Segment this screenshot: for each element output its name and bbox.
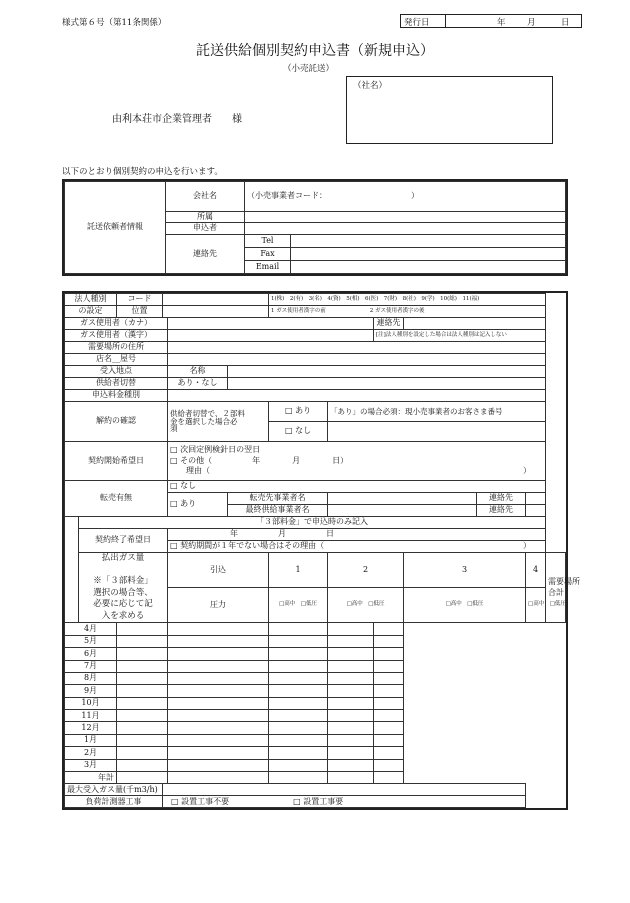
volume-row — [65, 710, 566, 722]
affiliation-field[interactable] — [245, 212, 566, 223]
volume-cell-col-4[interactable] — [328, 722, 374, 734]
volume-cell-col-1[interactable] — [117, 697, 168, 709]
user-kanji-label: ガス使用者（漢字） — [65, 330, 168, 342]
volume-cell-total[interactable] — [374, 697, 404, 709]
store-field[interactable] — [168, 354, 546, 366]
volume-row — [65, 685, 566, 697]
volume-cell-total[interactable] — [374, 722, 404, 734]
volume-row — [65, 734, 566, 746]
store-label: 店名__屋号 — [65, 354, 168, 366]
issue-month-label: 月 — [527, 18, 536, 28]
start-reason — [170, 467, 543, 475]
final-supplier-label: 最終供給事業者名 — [228, 505, 328, 517]
volume-cell-col-3[interactable] — [269, 722, 328, 734]
volume-cell-col-3[interactable] — [269, 635, 328, 647]
volume-cell-col-1[interactable] — [117, 759, 168, 771]
volume-cell-col-3[interactable] — [269, 710, 328, 722]
volume-cell-col-1[interactable] — [117, 734, 168, 746]
email-field[interactable] — [291, 261, 566, 274]
receiving-name-label: 名称 — [168, 366, 228, 378]
volume-row — [65, 697, 566, 709]
end-date-reason[interactable] — [168, 541, 546, 553]
volume-cell-col-4[interactable] — [328, 648, 374, 660]
requester-section-label: 託送依頼者情報 — [65, 182, 166, 274]
volume-cell-col-2[interactable] — [168, 660, 269, 672]
volume-cell-col-3[interactable] — [269, 623, 328, 635]
volume-cell-col-4[interactable] — [328, 623, 374, 635]
user-kana-label: ガス使用者（カナ） — [65, 318, 168, 330]
volume-cell-col-1[interactable] — [117, 710, 168, 722]
retailer-code: （小売事業者コード： ） — [247, 191, 419, 201]
tel-field[interactable] — [291, 235, 566, 248]
volume-cell-col-2[interactable] — [168, 648, 269, 660]
end-date-field[interactable] — [168, 529, 546, 541]
volume-cell-total[interactable] — [374, 710, 404, 722]
volume-cell-col-3[interactable] — [269, 697, 328, 709]
resale-target-contact-field[interactable] — [526, 493, 546, 505]
volume-cell-total[interactable] — [374, 635, 404, 647]
start-reason-label: 理由（ — [186, 466, 210, 476]
end-reason-close: ） — [523, 541, 532, 551]
volume-note-line: 選択の場合等、 — [93, 587, 153, 598]
volume-cell-total[interactable] — [374, 648, 404, 660]
volume-cell-col-2[interactable] — [168, 722, 269, 734]
supplier-switch-option[interactable]: あり・なし — [168, 378, 228, 390]
volume-cell-total[interactable] — [374, 772, 404, 784]
applicant-field[interactable] — [245, 223, 566, 235]
volume-title: 払出ガス量 — [101, 553, 145, 563]
volume-note-line: 必要に応じて記 — [93, 599, 153, 610]
cancel-no-checkbox[interactable]: □ なし — [269, 422, 328, 442]
issue-date-box — [400, 14, 582, 28]
meter-work-options[interactable] — [163, 796, 526, 808]
volume-row — [65, 623, 566, 635]
volume-cell-col-1[interactable] — [117, 747, 168, 759]
start-option-other[interactable]: □ その他（ 年 月 日） — [170, 455, 349, 465]
draw-label: 引込 — [168, 553, 269, 588]
start-date-label: 契約開始希望日 — [65, 442, 168, 481]
requester-table — [64, 181, 566, 274]
volume-cell-total[interactable] — [374, 759, 404, 771]
three-part-indent — [65, 517, 79, 623]
volume-cell-total[interactable] — [374, 672, 404, 684]
final-supplier-contact-field[interactable] — [526, 505, 546, 517]
volume-cell-col-4[interactable] — [328, 697, 374, 709]
issue-date-divider — [445, 15, 446, 27]
month-label: 12月 — [65, 722, 117, 734]
volume-cell-col-2[interactable] — [168, 672, 269, 684]
email-label: Email — [245, 261, 291, 274]
intro-text: 以下のとおり個別契約の申込を行います。 — [62, 167, 223, 177]
contact-label: 連絡先 — [166, 235, 245, 274]
issue-day-label: 日 — [561, 18, 570, 28]
form-subtitle: （小売託送） — [283, 64, 335, 74]
resale-yes-checkbox[interactable]: □ あり — [168, 493, 228, 517]
resale-target-contact-label: 連絡先 — [477, 493, 526, 505]
supplier-switch-field[interactable] — [228, 378, 546, 390]
max-receive-field[interactable] — [163, 784, 526, 796]
corp-type-note: [注]法人種別を設定した場合は法人種別は記入しない — [374, 330, 546, 342]
volume-cell-col-3[interactable] — [269, 772, 328, 784]
volume-row — [65, 672, 566, 684]
volume-cell-col-2[interactable] — [168, 635, 269, 647]
fax-field[interactable] — [291, 248, 566, 261]
pressure-option-1[interactable]: □高中 □低圧 — [269, 588, 328, 623]
volume-cell-total[interactable] — [374, 747, 404, 759]
position-field[interactable] — [163, 306, 269, 318]
corp-codes-list: 1(株) 2(有) 3(名) 4(資) 5(相) 6(医) 7(財) 8(社) 9(学) 10(総) 11(福) — [269, 294, 546, 306]
resale-target-field[interactable] — [328, 493, 477, 505]
company-name-box[interactable] — [346, 76, 553, 144]
volume-cell-col-3[interactable] — [269, 660, 328, 672]
volume-cell-col-3[interactable] — [269, 672, 328, 684]
volume-cell-col-1[interactable] — [117, 623, 168, 635]
month-label: 3月 — [65, 759, 117, 771]
end-date-ymd: 年 月 日 — [230, 529, 334, 539]
tariff-label: 申込料金種別 — [65, 390, 168, 402]
volume-cell-col-3[interactable] — [269, 747, 328, 759]
month-label: 4月 — [65, 623, 117, 635]
volume-cell-col-3[interactable] — [269, 759, 328, 771]
code-field[interactable] — [163, 294, 269, 306]
month-label: 11月 — [65, 710, 117, 722]
cancel-yes-note: 「あり」の場合必須：現小売事業者のお客さま番号 — [328, 402, 546, 422]
cancel-desc-line: 供給者切替で、２部料 — [170, 408, 245, 418]
volume-cell-col-2[interactable] — [168, 747, 269, 759]
month-rows — [65, 623, 566, 784]
resale-target-label: 転売先事業者名 — [228, 493, 328, 505]
tel-label: Tel — [245, 235, 291, 248]
month-label: 8月 — [65, 672, 117, 684]
volume-row — [65, 722, 566, 734]
fax-label: Fax — [245, 248, 291, 261]
issue-date-label: 発行日 — [404, 18, 430, 28]
volume-cell-col-4[interactable] — [328, 759, 374, 771]
volume-cell-col-1[interactable] — [117, 722, 168, 734]
volume-cell-col-4[interactable] — [328, 635, 374, 647]
issue-year-label: 年 — [497, 18, 506, 28]
volume-cell-col-1[interactable] — [117, 672, 168, 684]
affiliation-label: 所属 — [166, 212, 245, 223]
volume-cell-col-1[interactable] — [117, 635, 168, 647]
volume-cell-col-4[interactable] — [328, 710, 374, 722]
month-label: 2月 — [65, 747, 117, 759]
volume-cell-col-4[interactable] — [328, 685, 374, 697]
volume-row — [65, 747, 566, 759]
three-part-heading: 「３部料金」で申込時のみ記入 — [79, 517, 546, 529]
final-supplier-field[interactable] — [328, 505, 477, 517]
demand-total-header — [546, 553, 581, 623]
volume-row — [65, 759, 566, 771]
volume-cell-col-3[interactable] — [269, 734, 328, 746]
month-label: 7月 — [65, 660, 117, 672]
month-label: 6月 — [65, 648, 117, 660]
addressee: 由利本荘市企業管理者 様 — [112, 114, 242, 125]
volume-cell-total[interactable] — [374, 623, 404, 635]
volume-cell-col-3[interactable] — [269, 685, 328, 697]
company-field[interactable] — [245, 182, 566, 212]
company-label: 会社名 — [166, 182, 245, 212]
col-3-header: 3 — [404, 553, 526, 588]
volume-cell-col-1[interactable] — [117, 660, 168, 672]
end-date-label: 契約終了希望日 — [79, 529, 168, 553]
annual-label: 年計 — [65, 772, 117, 784]
code-label: コード — [117, 294, 163, 306]
user-contact-label: 連絡先 — [374, 318, 404, 330]
customer-number-field[interactable] — [328, 422, 546, 442]
volume-row — [65, 635, 566, 647]
volume-row — [65, 648, 566, 660]
volume-cell-col-4[interactable] — [328, 672, 374, 684]
company-name-label: （社名） — [353, 81, 388, 91]
month-label: 1月 — [65, 734, 117, 746]
meter-not-required[interactable]: □ 設置工事不要 — [171, 796, 230, 806]
resale-no-checkbox[interactable]: □ なし — [168, 481, 546, 493]
meter-required[interactable]: □ 設置工事要 — [293, 796, 344, 806]
volume-cell-col-2[interactable] — [168, 772, 269, 784]
receiving-point-label: 受入地点 — [65, 366, 168, 378]
pressure-label: 圧力 — [168, 588, 269, 623]
form-number: 様式第６号（第11条関係） — [62, 18, 167, 28]
volume-cell-col-2[interactable] — [168, 759, 269, 771]
start-reason-close: ） — [523, 466, 532, 476]
volume-cell-col-4[interactable] — [328, 772, 374, 784]
volume-cell-col-2[interactable] — [168, 623, 269, 635]
corp-type-label-2: の設定 — [65, 306, 117, 318]
month-label: 9月 — [65, 685, 117, 697]
tariff-field[interactable] — [168, 390, 546, 402]
final-supplier-contact-label: 連絡先 — [477, 505, 526, 517]
end-reason-option: □ 契約期間が１年でない場合はその理由（ — [170, 541, 325, 551]
month-label: 10月 — [65, 697, 117, 709]
cancel-desc-line: 須 — [170, 424, 178, 434]
corp-type-label-1: 法人種別 — [65, 294, 117, 306]
cancel-desc-line: 金を選択した場合必 — [170, 416, 238, 426]
volume-label-cell — [79, 553, 168, 623]
volume-cell-col-1[interactable] — [117, 685, 168, 697]
col-4-header: 4 — [526, 553, 546, 588]
volume-cell-col-4[interactable] — [328, 747, 374, 759]
col-1-header: 1 — [269, 553, 328, 588]
volume-cell-col-2[interactable] — [168, 734, 269, 746]
cancel-yes-checkbox[interactable]: □ あり — [269, 402, 328, 422]
volume-cell-total[interactable] — [374, 685, 404, 697]
form-title: 託送供給個別契約申込書（新規申込） — [196, 43, 434, 59]
supplier-switch-label: 供給者切替 — [65, 378, 168, 390]
volume-cell-col-3[interactable] — [269, 648, 328, 660]
address-field[interactable] — [168, 342, 546, 354]
pressure-option-3[interactable]: □高中 □低圧 — [404, 588, 526, 623]
volume-cell-col-1[interactable] — [117, 648, 168, 660]
pressure-option-2[interactable]: □高中 □低圧 — [328, 588, 404, 623]
start-date-options[interactable] — [168, 442, 546, 481]
volume-cell-col-2[interactable] — [168, 685, 269, 697]
volume-cell-total[interactable] — [374, 660, 404, 672]
user-contact-field[interactable] — [404, 318, 546, 330]
meter-work-label: 負荷計測器工事 — [65, 796, 163, 808]
cancel-label: 解約の確認 — [65, 402, 168, 442]
volume-note-line: ※「３部料金」 — [93, 576, 153, 587]
main-table — [64, 293, 581, 808]
volume-note-line: 入を求める — [101, 610, 145, 621]
start-option-next-reading[interactable]: □ 次回定例検針日の翌日 — [170, 445, 261, 455]
user-kana-field[interactable] — [168, 318, 374, 330]
volume-cell-col-2[interactable] — [168, 710, 269, 722]
cancel-description — [168, 402, 269, 442]
pressure-option-4[interactable]: □高中 □低圧 — [526, 588, 546, 623]
position-label: 位置 — [117, 306, 163, 318]
receiving-name-field[interactable] — [228, 366, 546, 378]
col-2-header: 2 — [328, 553, 404, 588]
address-label: 需要場所の住所 — [65, 342, 168, 354]
demand-total-line: 合計 — [548, 587, 565, 597]
volume-cell-col-2[interactable] — [168, 697, 269, 709]
demand-total-line: 需要場所 — [548, 577, 581, 587]
position-options: 1 ガス使用者漢字の前 2 ガス使用者漢字の後 — [269, 306, 546, 318]
resale-label: 転売有無 — [65, 481, 168, 517]
volume-cell-col-4[interactable] — [328, 660, 374, 672]
volume-row — [65, 660, 566, 672]
volume-cell-col-1[interactable] — [117, 772, 168, 784]
volume-cell-col-4[interactable] — [328, 734, 374, 746]
volume-row — [65, 772, 566, 784]
volume-cell-total[interactable] — [374, 734, 404, 746]
max-receive-label: 最大受入ガス量(千m3/h) — [65, 784, 163, 796]
applicant-label: 申込者 — [166, 223, 245, 235]
month-label: 5月 — [65, 635, 117, 647]
user-kanji-field[interactable] — [168, 330, 374, 342]
